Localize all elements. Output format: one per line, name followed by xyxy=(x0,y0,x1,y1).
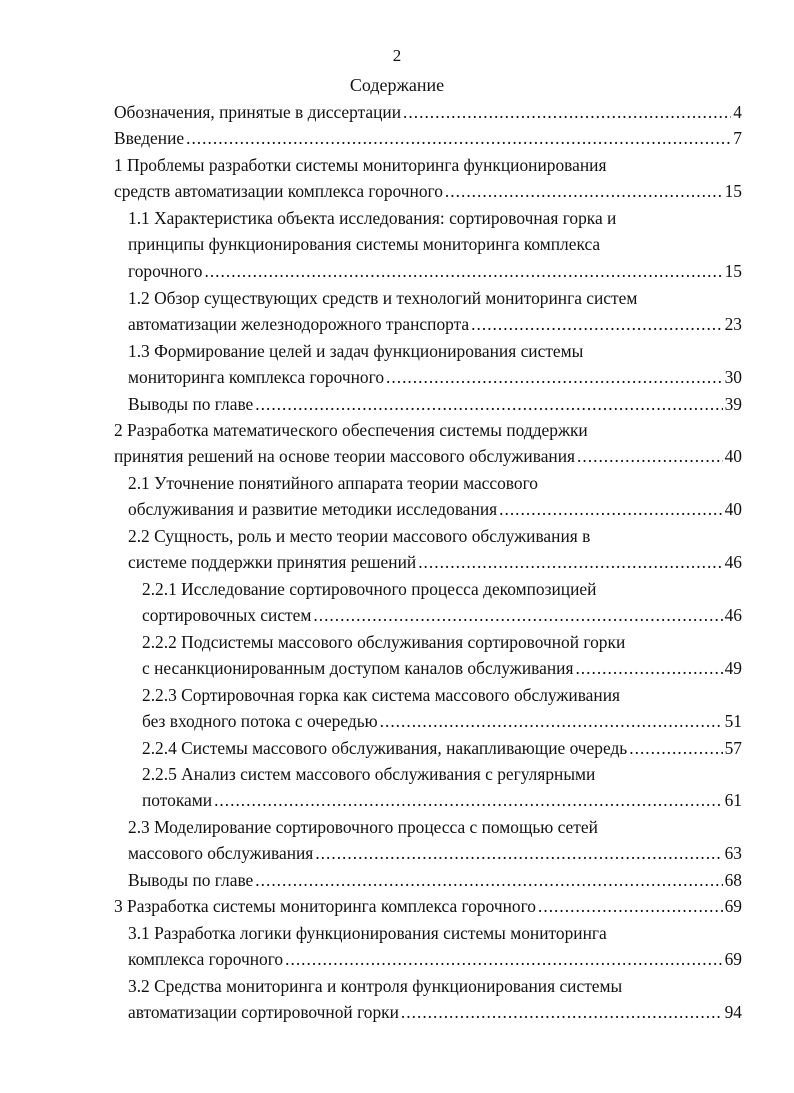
toc-entry-s3-2[interactable] xyxy=(128,973,742,1026)
toc-entry-line: принципы функционирования системы мониторинга комплекса xyxy=(128,234,601,255)
toc-page-number: 57 xyxy=(724,738,742,758)
toc-page-number: 63 xyxy=(724,843,742,864)
toc-entry-title: Введение xyxy=(114,128,185,148)
dot-leader xyxy=(577,443,723,469)
toc-entry-s2-3[interactable] xyxy=(128,814,742,867)
toc-entry-s2-2-1[interactable] xyxy=(142,576,742,629)
toc-entry-title: мониторинга комплекса горочного xyxy=(128,367,385,388)
toc-entry-line: 3.1 Разработка логики функционирования системы мониторинга xyxy=(128,923,607,943)
dot-leader xyxy=(499,496,722,522)
toc-entry-title: потоками xyxy=(142,790,213,811)
dot-leader xyxy=(403,99,731,125)
toc-page-number: 40 xyxy=(724,446,742,467)
dot-leader xyxy=(445,178,723,204)
dot-leader xyxy=(471,311,722,337)
toc-entry-s3-1[interactable] xyxy=(128,920,742,973)
toc-entry-title: комплекса горочного xyxy=(128,949,284,970)
toc-entry-title: массового обслуживания xyxy=(128,843,314,864)
toc-entry-ch2[interactable] xyxy=(114,417,742,470)
toc-entry-title: автоматизации сортировочной горки xyxy=(128,1002,399,1023)
toc-page-number: 46 xyxy=(724,605,742,626)
toc-entry-title: автоматизации железнодорожного транспорта xyxy=(128,314,470,335)
toc-page-number: 69 xyxy=(724,949,742,970)
toc-entry-line: 2.2.5 Анализ систем массового обслуживания с регулярными xyxy=(142,764,596,784)
toc-entry-s2-concl[interactable] xyxy=(128,867,742,893)
toc-entry-title: Обозначения, принятые в диссертации xyxy=(114,102,402,122)
toc-entry-line: 2.1 Уточнение понятийного аппарата теории массового xyxy=(128,473,538,493)
dot-leader xyxy=(629,735,722,761)
toc-page-number: 46 xyxy=(724,552,742,573)
toc-entry-s1-1[interactable] xyxy=(128,205,742,284)
toc-entry-s1-concl[interactable] xyxy=(128,391,742,417)
dot-leader xyxy=(186,125,731,151)
toc-entry-line: 1.3 Формирование целей и задач функционирования системы xyxy=(128,341,584,361)
toc-page-number: 15 xyxy=(724,260,742,281)
toc-entry-title: принятия решений на основе теории массового обслуживания xyxy=(114,446,576,467)
dot-leader xyxy=(255,391,722,417)
dot-leader xyxy=(204,258,722,284)
toc-page-number: 49 xyxy=(724,658,742,679)
toc-entry-s1-2[interactable] xyxy=(128,285,742,338)
page-number: 2 xyxy=(392,46,402,65)
toc-page-number: 61 xyxy=(724,790,742,811)
toc-entry-s1-3[interactable] xyxy=(128,338,742,391)
toc-entry-intro[interactable] xyxy=(114,125,742,151)
dot-leader xyxy=(315,840,722,866)
toc-page-number: 69 xyxy=(724,896,742,916)
toc-page-number: 15 xyxy=(724,181,742,202)
toc-page-number: 51 xyxy=(724,711,742,732)
toc-entry-line: 1 Проблемы разработки системы мониторинга функционирования xyxy=(114,155,607,175)
dot-leader xyxy=(255,867,722,893)
toc-entry-title: системе поддержки принятия решений xyxy=(128,552,417,573)
toc-entry-line: 2.2.2 Подсистемы массового обслуживания сортировочной горки xyxy=(142,632,626,652)
dot-leader xyxy=(538,893,723,919)
toc-entry-s2-1[interactable] xyxy=(128,470,742,523)
toc-entry-line: 2.2 Сущность, роль и место теории массового обслуживания в xyxy=(128,526,591,546)
toc-page-number: 40 xyxy=(724,499,742,520)
toc-entry-line: 3.2 Средства мониторинга и контроля функционирования системы xyxy=(128,976,623,996)
toc-entry-ch3[interactable] xyxy=(114,893,742,919)
toc-page-number: 94 xyxy=(724,1002,742,1023)
dot-leader xyxy=(575,655,722,681)
toc-entry-s2-2-4[interactable] xyxy=(142,735,742,761)
toc-entry-line: 1.1 Характеристика объекта исследования: сортировочная горка и xyxy=(128,208,617,228)
dot-leader xyxy=(313,602,722,628)
toc-entry-title: средств автоматизации комплекса горочного xyxy=(114,181,443,202)
dot-leader xyxy=(380,708,723,734)
toc-page-number: 7 xyxy=(733,128,742,148)
toc-page-number: 23 xyxy=(724,314,742,335)
toc-page-number: 68 xyxy=(724,870,742,890)
dot-leader xyxy=(214,787,723,813)
toc-entry-line: 2.2.1 Исследование сортировочного процесса декомпозицией xyxy=(142,579,597,599)
toc-entry-s2-2[interactable] xyxy=(128,523,742,576)
toc-entry-line: 1.2 Обзор существующих средств и технологий мониторинга систем xyxy=(128,288,638,308)
toc-entry-s2-2-2[interactable] xyxy=(142,629,742,682)
toc-entry-s2-2-3[interactable] xyxy=(142,682,742,735)
toc-entry-line: 2.2.3 Сортировочная горка как система массового обслуживания xyxy=(142,685,621,705)
toc-entry-title: горочного xyxy=(128,260,203,281)
toc-entry-s2-2-5[interactable] xyxy=(142,761,742,814)
toc-page-number: 4 xyxy=(733,102,742,122)
dot-leader xyxy=(401,999,723,1025)
toc-entry-title: Выводы по главе xyxy=(128,394,254,414)
toc-entry-title: без входного потока с очередью xyxy=(142,711,378,732)
toc-entry-title: сортировочных систем xyxy=(142,605,312,626)
toc-entry-title: с несанкционированным доступом каналов обслуживания xyxy=(142,658,574,679)
toc-entry-line: 2 Разработка математического обеспечения системы поддержки xyxy=(114,420,588,440)
toc-entry-title: обслуживания и развитие методики исследования xyxy=(128,499,498,520)
dot-leader xyxy=(418,549,722,575)
toc-entry-notations[interactable] xyxy=(114,99,742,125)
toc-entry-title: 3 Разработка системы мониторинга комплекса горочного xyxy=(114,896,537,916)
toc-entry-line: 2.3 Моделирование сортировочного процесса с помощью сетей xyxy=(128,817,598,837)
toc-entry-title: 2.2.4 Системы массового обслуживания, накапливающие очередь xyxy=(142,738,628,758)
toc-entry-title: Выводы по главе xyxy=(128,870,254,890)
toc-entry-ch1[interactable] xyxy=(114,152,742,205)
toc-title: Содержание xyxy=(349,75,445,95)
dot-leader xyxy=(285,946,722,972)
toc-page-number: 30 xyxy=(724,367,742,388)
dot-leader xyxy=(386,364,723,390)
toc-page-number: 39 xyxy=(724,394,742,414)
